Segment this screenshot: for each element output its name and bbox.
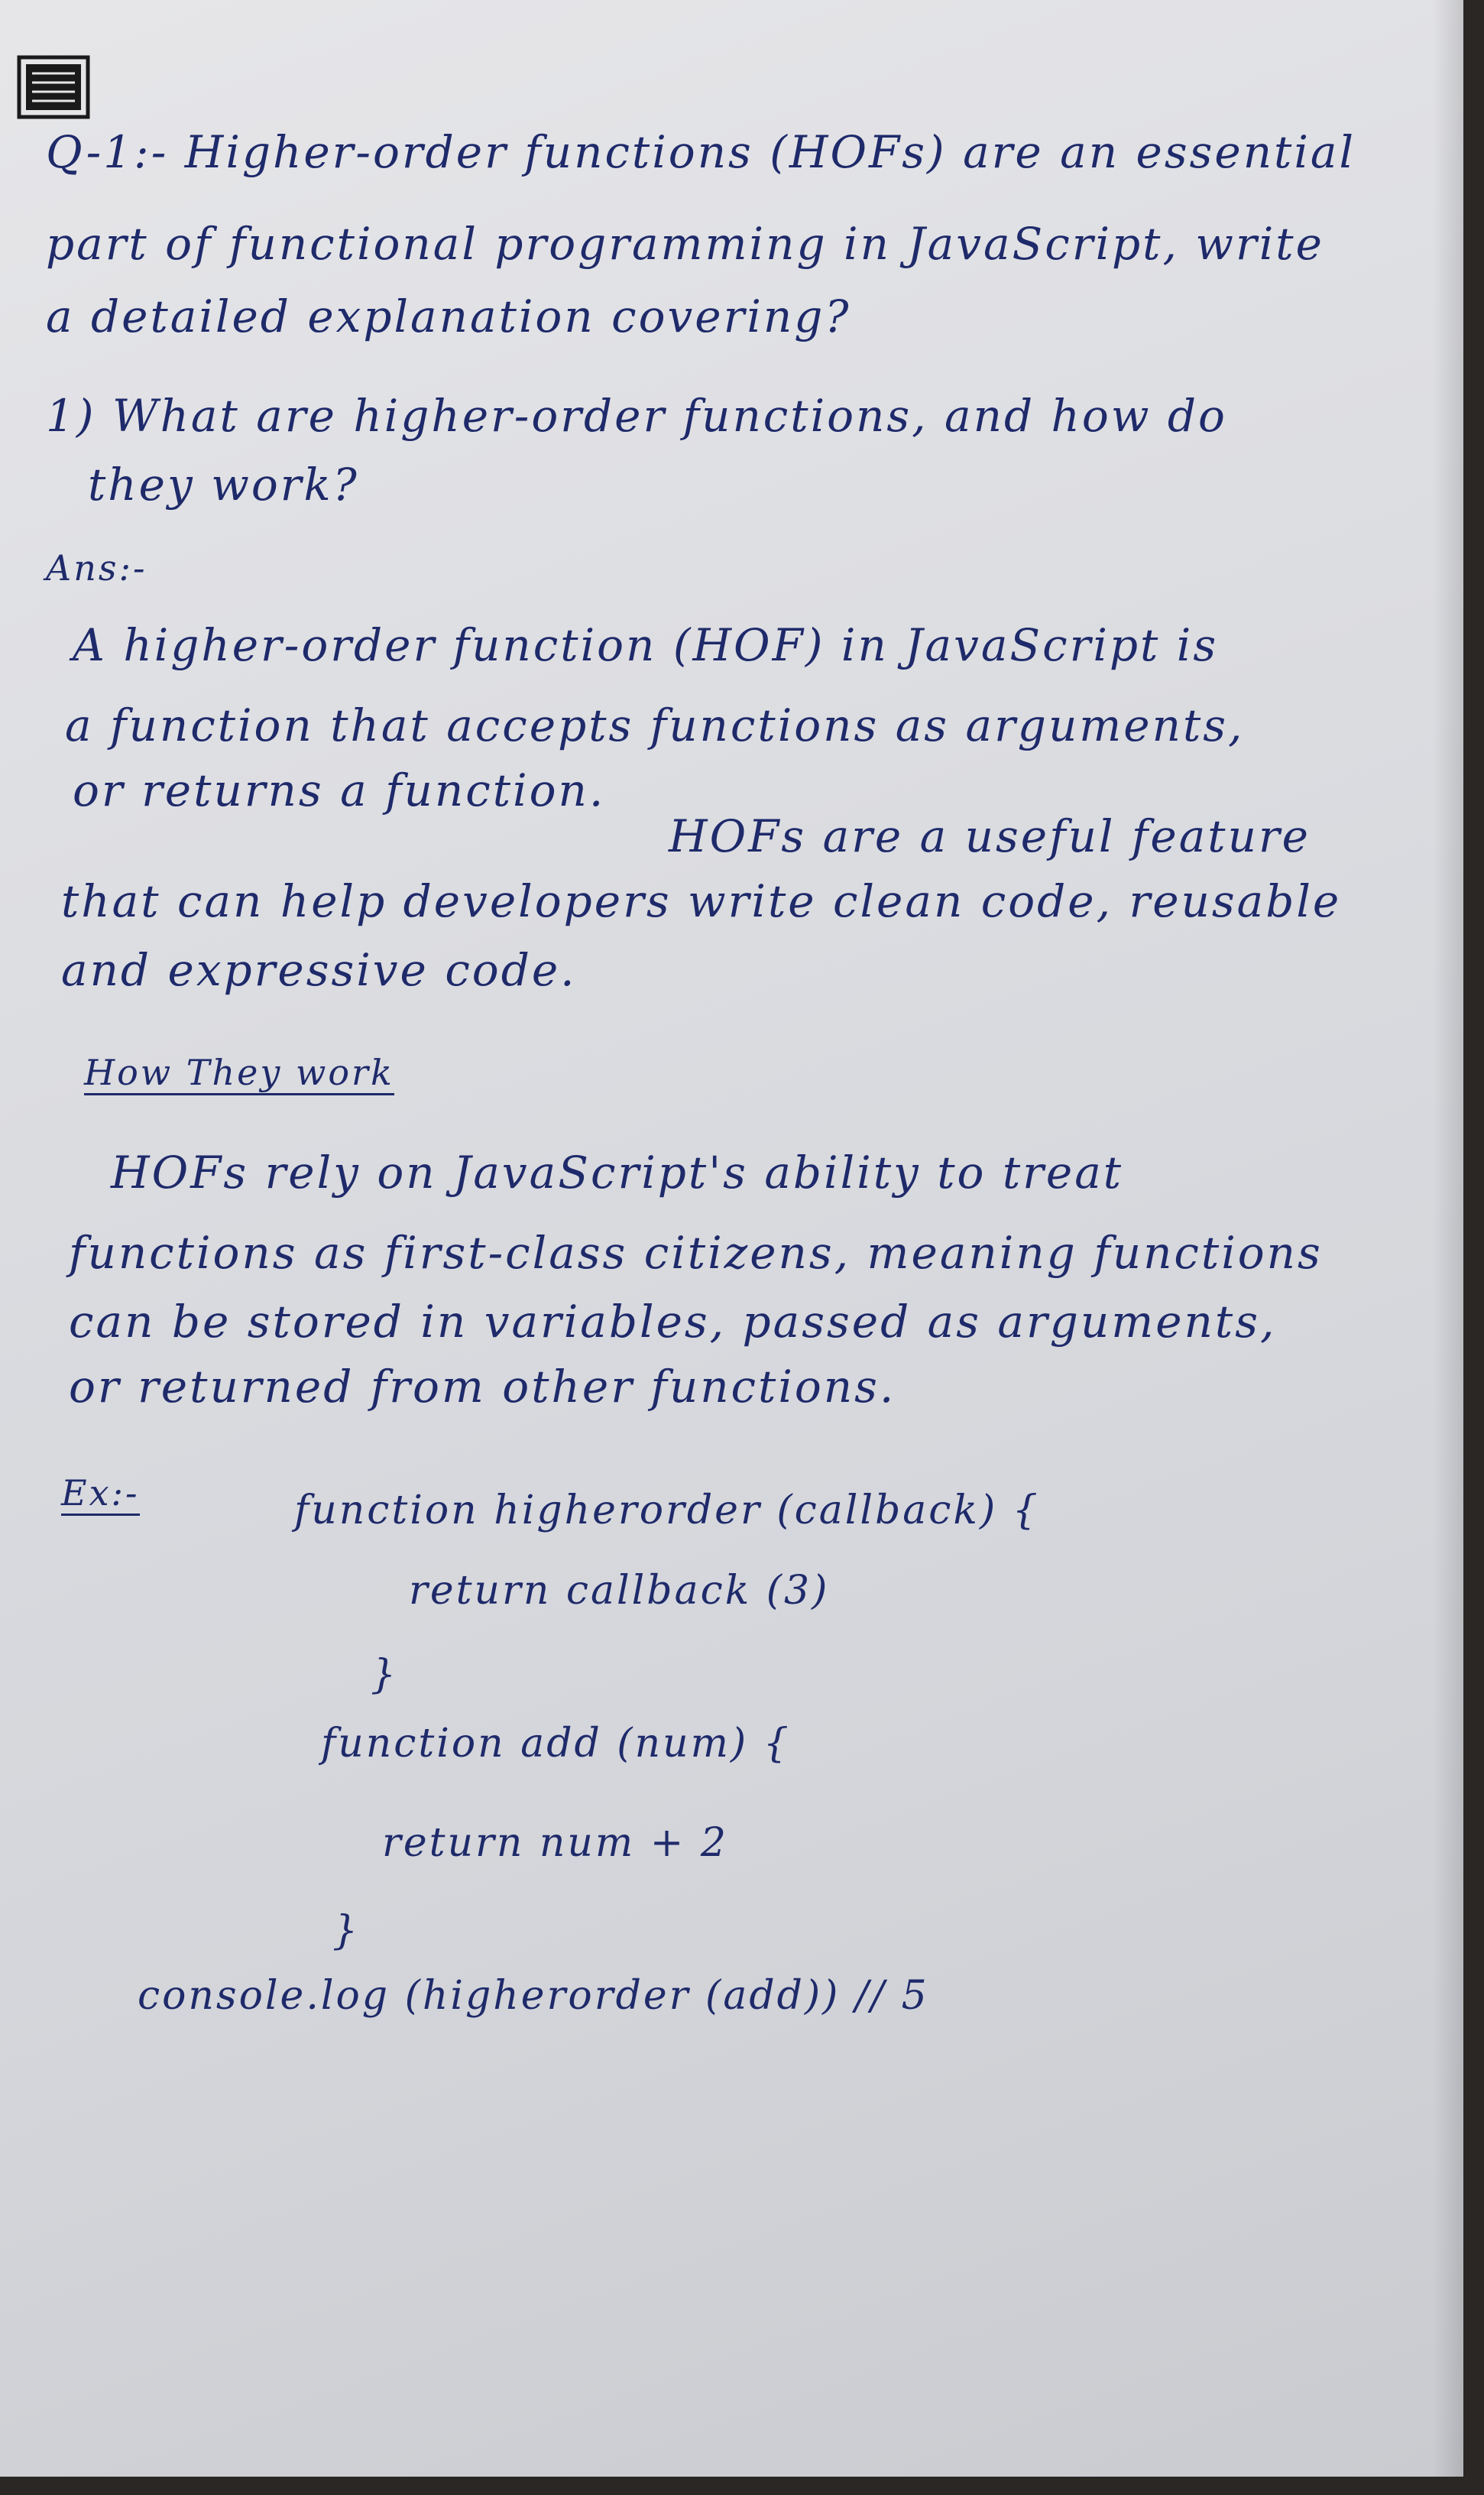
code-line-1: function higherorder (callback) { (294, 1488, 1040, 1533)
code-line-4: function add (num) { (321, 1721, 791, 1767)
answer-line-3: or returns a function. (73, 764, 606, 816)
subquestion-line-2: they work? (88, 459, 359, 511)
how-line-3: can be stored in variables, passed as arguments, (69, 1296, 1277, 1348)
answer-line-1: A higher-order function (HOF) in JavaScript is (73, 619, 1219, 671)
answer-line-5: that can help developers write clean code, reusable (61, 875, 1342, 927)
how-line-4: or returned from other functions. (69, 1361, 896, 1413)
answer-line-2: a function that accepts functions as arguments, (65, 699, 1245, 751)
code-line-7: console.log (higherorder (add)) // 5 (138, 1973, 929, 2019)
question-line-1: Q-1:- Higher-order functions (HOFs) are an essential (46, 126, 1356, 178)
code-line-3: } (371, 1652, 399, 1698)
how-line-1: HOFs rely on JavaScript's ability to treat (111, 1147, 1124, 1199)
question-line-3: a detailed explanation covering? (46, 290, 851, 342)
answer-line-6: and expressive code. (61, 944, 577, 996)
example-label: Ex:- (61, 1475, 140, 1516)
notebook-logo-icon (17, 55, 90, 119)
code-line-2: return callback (3) (409, 1568, 830, 1614)
answer-label: Ans:- (46, 547, 147, 589)
how-line-2: functions as first-class citizens, meaning functions (69, 1227, 1323, 1279)
answer-line-4: HOFs are a useful feature (669, 810, 1311, 862)
how-heading: How They work (84, 1055, 394, 1095)
code-line-5: return num + 2 (382, 1820, 728, 1866)
subquestion-line-1: 1) What are higher-order functions, and how do (46, 390, 1227, 442)
question-line-2: part of functional programming in JavaScript, write (46, 218, 1324, 270)
code-line-6: } (332, 1908, 361, 1954)
